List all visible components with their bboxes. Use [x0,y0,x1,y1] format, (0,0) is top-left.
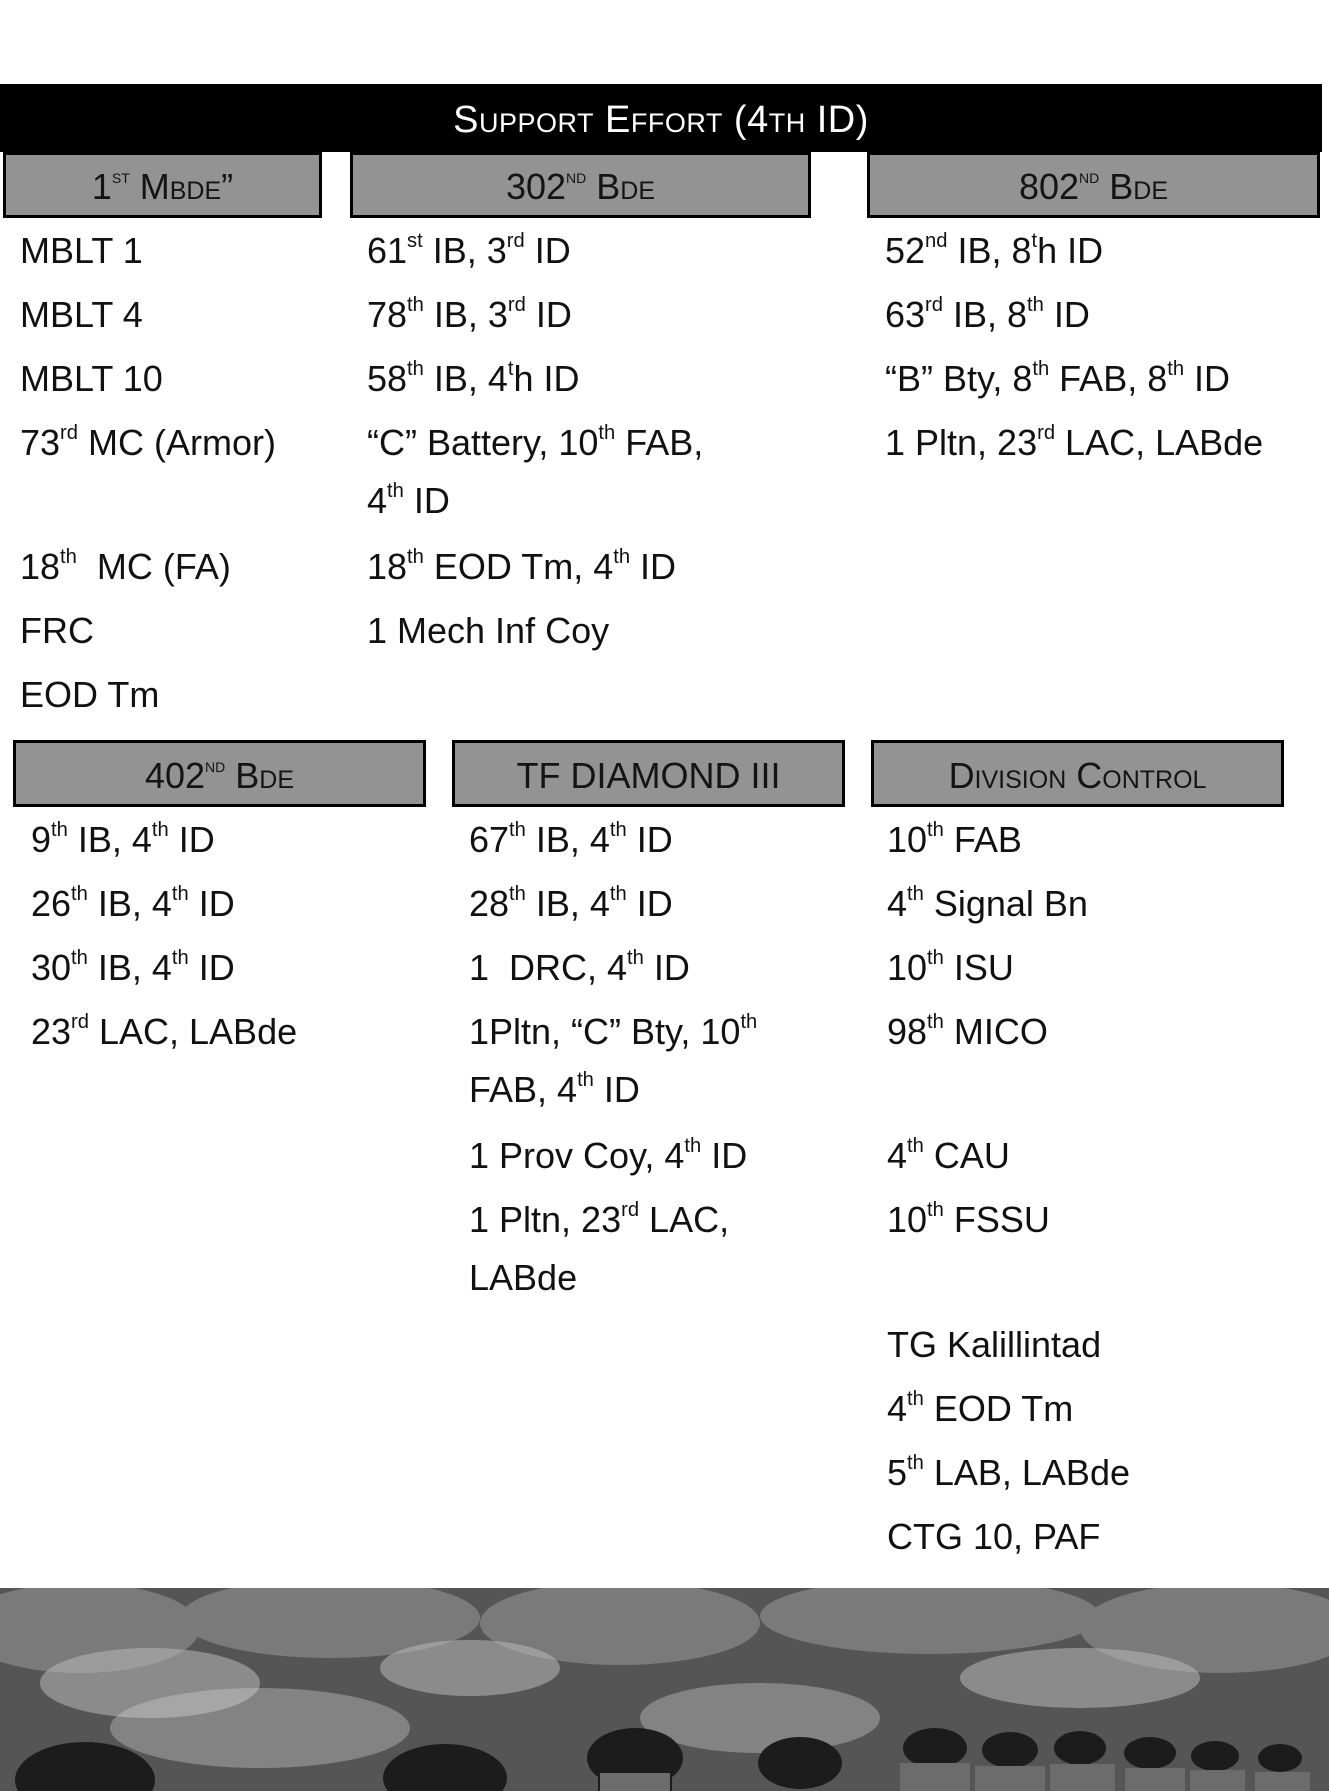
unit-entry: 5th LAB, LABde [887,1451,1130,1493]
header-tf-diamond-iii: TF DIAMOND III [452,740,845,807]
unit-entry: 73rd MC (Armor) [20,421,276,463]
unit-entry: 1 Mech Inf Coy [367,610,610,651]
unit-entry: MBLT 1 [20,230,143,271]
unit-entry: FRC [20,610,94,651]
unit-entry: 52nd IB, 8$^t$h ID [885,229,1104,271]
unit-entry: EOD Tm [20,674,160,715]
unit-entry: CTG 10, PAF [887,1516,1101,1557]
unit-entry: TG Kalillintad [887,1324,1102,1365]
header-402nd-bde: 402nd Bde [13,740,426,807]
unit-entry: “B” Bty, 8th FAB, 8th ID [885,357,1231,399]
unit-entry: 4th ID [367,479,450,521]
unit-entry: 61st IB, 3rd ID [367,229,571,271]
unit-entry: 1 Pltn, 23rd LAC, [469,1198,730,1240]
unit-entry: 98th MICO [887,1010,1048,1052]
unit-entry: 10th FAB [887,818,1022,860]
unit-entry: 1 Prov Coy, 4th ID [469,1134,748,1176]
unit-entry: 18th MC (FA) [20,545,231,587]
header-302nd-bde: 302nd Bde [350,152,811,218]
unit-entry: 26th IB, 4th ID [31,882,235,924]
unit-entry: FAB, 4th ID [469,1068,640,1110]
header-division-control: Division Control [871,740,1284,807]
unit-entry: 78th IB, 3rd ID [367,293,572,335]
unit-entry: 18th EOD Tm, 4th ID [367,545,677,587]
header-802nd-bde: 802nd Bde [867,152,1320,218]
unit-entry: 10th ISU [887,946,1014,988]
unit-entry: MBLT 4 [20,294,143,335]
unit-entry: 63rd IB, 8th ID [885,293,1090,335]
unit-entry: 4th CAU [887,1134,1010,1176]
unit-entry: 4th EOD Tm [887,1387,1074,1429]
unit-entry: 4th Signal Bn [887,882,1088,924]
header-1st-mbde: 1st Mbde” [3,152,322,218]
unit-entry: 1Pltn, “C” Bty, 10th [469,1010,758,1052]
unit-entry: 9th IB, 4th ID [31,818,215,860]
unit-entry: LABde [469,1257,578,1298]
unit-entry: 67th IB, 4th ID [469,818,673,860]
unit-entry: 1 DRC, 4th ID [469,946,690,988]
unit-entry: 30th IB, 4th ID [31,946,235,988]
unit-entry: “C” Battery, 10th FAB, [367,421,704,463]
unit-entry: 10th FSSU [887,1198,1050,1240]
unit-entry: 23rd LAC, LABde [31,1010,298,1052]
soldiers-photo [0,1588,1329,1791]
unit-entry: 1 Pltn, 23rd LAC, LABde [885,421,1264,463]
unit-entry: 58th IB, 4$^t$h ID [367,357,580,399]
soldiers-photo-illustration [0,1588,1329,1791]
unit-entry: 28th IB, 4th ID [469,882,673,924]
section-banner: Support Effort (4th ID) [0,84,1322,152]
unit-entry: MBLT 10 [20,358,163,399]
